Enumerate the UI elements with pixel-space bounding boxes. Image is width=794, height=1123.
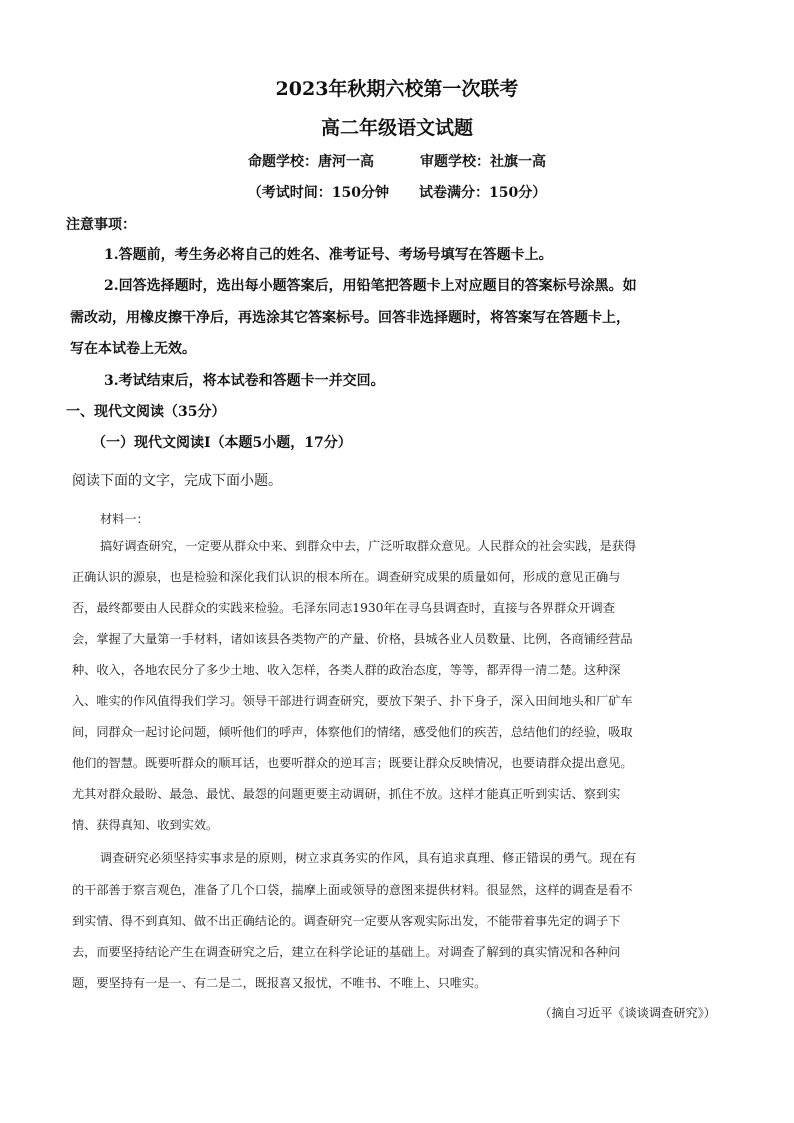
passage-line: 调查研究必须坚持实事求是的原则，树立求真务实的作风，具有追求真理、修正错误的勇气。现在有: [100, 851, 637, 865]
passage-line: 正确认识的源泉，也是检验和深化我们认识的根本所在。调查研究成果的质量如何，形成的意见正确与: [72, 570, 621, 584]
full-score: 试卷满分：150分）: [419, 185, 547, 201]
section-heading: 一、现代文阅读（35分）: [66, 404, 226, 420]
passage-line: 会，掌握了大量第一手材料，诸如该县各类物产的产量、价格，县城各业人员数量、比例，各商铺经营品: [72, 632, 633, 646]
note-item-3: 3.考试结束后，将本试卷和答题卡一并交回。: [104, 373, 385, 389]
reading-instruction: 阅读下面的文字，完成下面小题。: [72, 473, 282, 489]
passage-line: 题，要坚持有一是一、有二是二，既报喜又报忧，不唯书、不唯上、只唯实。: [72, 976, 487, 990]
passage-line: 的干部善于察言观色，准备了几个口袋，揣摩上面或领导的意图来提供材料。很显然，这样的调查是看不: [72, 883, 633, 897]
exam-title: 2023年秋期六校第一次联考: [275, 78, 519, 100]
note-item-1: 1.答题前，考生务必将自己的姓名、准考证号、考场号填写在答题卡上。: [104, 247, 553, 263]
exam-time: （考试时间：150分钟: [247, 185, 389, 201]
passage-line: 他们的智慧。既要听群众的顺耳话，也要听群众的逆耳言；既要让群众反映情况，也要请群众提出意见。: [72, 756, 633, 770]
setter-info: [0, 151, 794, 171]
passage-line: 入、唯实的作风值得我们学习。领导干部进行调查研究，要放下架子、扑下身子，深入田间地头和厂矿车: [72, 694, 633, 708]
note-item-2-line-1: 2.回答选择题时，选出每小题答案后，用铅笔把答题卡上对应题目的答案标号涂黑。如: [104, 278, 637, 294]
passage-line: 去，而要坚持结论产生在调查研究之后，建立在科学论证的基础上。对调查了解到的真实情况和各种问: [72, 945, 621, 959]
passage-line: 间，同群众一起讨论问题，倾听他们的呼声，体察他们的情绪，感受他们的疾苦，总结他们的经验，吸取: [72, 725, 633, 739]
note-item-2-line-2: 需改动，用橡皮擦干净后，再选涂其它答案标号。回答非选择题时，将答案写在答题卡上，: [70, 310, 630, 326]
section-subheading: （一）现代文阅读Ⅰ（本题5小题，17分）: [92, 435, 352, 451]
exam-subject-title: 高二年级语文试题: [320, 117, 473, 139]
passage-line: 尤其对群众最盼、最急、最忧、最怨的问题更要主动调研，抓住不放。这样才能真正听到实话、察到实: [72, 787, 621, 801]
passage-line: 到实情、得不到真知、做不出正确结论的。调查研究一定要从客观实际出发，不能带着事先定的调子下: [72, 914, 621, 928]
exam-time-info: [0, 182, 794, 202]
passage-source: （摘自习近平《谈谈调查研究》）: [539, 1006, 716, 1020]
reviewer-school: 审题学校：社旗一高: [420, 154, 546, 170]
passage-line: 种、收入，各地农民分了多少土地、收入怎样，各类人群的政治态度，等等，都弄得一清二楚。这种深: [72, 663, 621, 677]
passage-line: 搞好调查研究，一定要从群众中来、到群众中去，广泛听取群众意见。人民群众的社会实践，是获得: [100, 539, 637, 553]
notes-heading: 注意事项：: [66, 217, 136, 233]
passage-line: 情、获得真知、收到实效。: [72, 818, 219, 832]
passage-line: 否，最终都要由人民群众的实践来检验。毛泽东同志1930年在寻乌县调查时，直接与各界群众开调查: [72, 601, 615, 615]
setter-school: 命题学校：唐河一高: [248, 154, 374, 170]
material-label: 材料一：: [100, 512, 149, 526]
note-item-2-line-3: 写在本试卷上无效。: [70, 341, 196, 357]
